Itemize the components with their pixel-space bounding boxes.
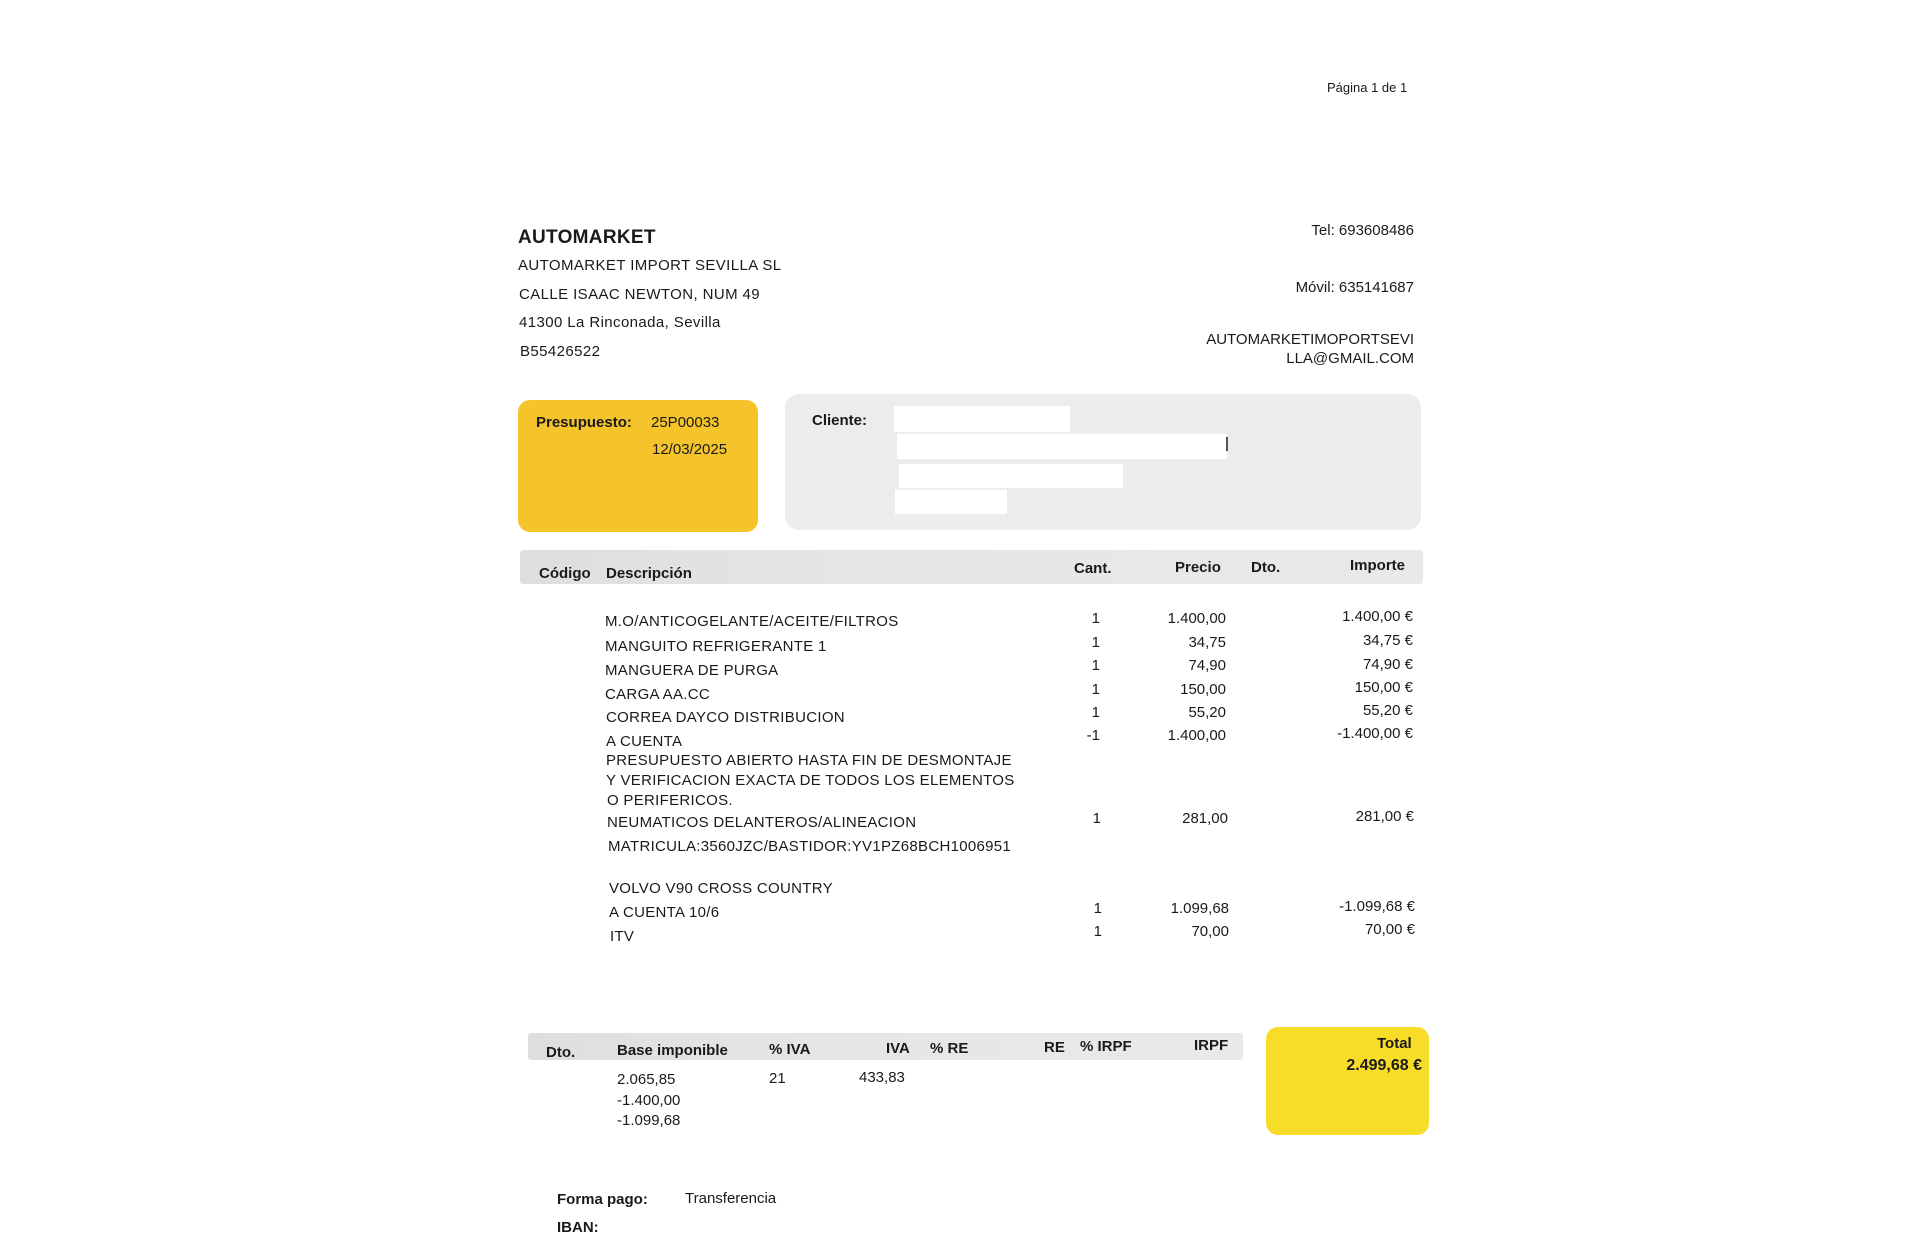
item-description: VOLVO V90 CROSS COUNTRY [609,880,833,897]
mobile-label: Móvil: [1295,279,1335,296]
col-header-code: Código [539,565,591,582]
base-amount: -1.400,00 [617,1092,681,1109]
client-box [785,394,1421,530]
item-amount: 55,20 € [1362,702,1413,719]
item-price: 1.400,00 [1167,610,1226,627]
quote-number: 25P00033 [651,414,720,431]
totals-header-vat-pct: % IVA [769,1041,811,1058]
company-email-line-2: LLA@GMAIL.COM [1286,350,1414,367]
item-description: ITV [610,928,635,945]
redaction-bar [897,434,1227,459]
item-price: 74,90 [1188,657,1226,674]
phone-label: Tel: [1311,222,1335,239]
item-description: NEUMATICOS DELANTEROS/ALINEACION [607,814,917,831]
text-cursor-mark [1226,437,1228,451]
company-name: AUTOMARKET [518,227,656,248]
base-amount: 2.065,85 [617,1071,676,1088]
item-amount: -1.099,68 € [1339,898,1415,915]
col-header-amount: Importe [1350,557,1406,574]
item-description: A CUENTA 10/6 [609,904,720,921]
item-description: MANGUERA DE PURGA [605,662,779,679]
item-description: CORREA DAYCO DISTRIBUCION [606,709,845,726]
client-label: Cliente: [812,412,868,429]
redaction-bar [899,464,1123,488]
item-price: 150,00 [1180,681,1226,698]
totals-header-vat: IVA [886,1040,910,1057]
payment-method-label: Forma pago: [557,1191,648,1208]
item-amount: -1.400,00 € [1337,725,1413,742]
item-qty: 1 [1091,634,1100,651]
item-amount: 150,00 € [1354,679,1413,696]
item-price: 55,20 [1188,704,1226,721]
col-header-qty: Cant. [1074,560,1112,577]
col-header-price: Precio [1175,559,1221,576]
item-qty: 1 [1091,704,1100,721]
totals-header-re-pct: % RE [930,1040,969,1057]
totals-header-irpf: IRPF [1194,1037,1229,1054]
totals-header-base: Base imponible [617,1042,728,1059]
item-note-line: O PERIFERICOS. [607,792,733,809]
mobile-value: 635141687 [1338,279,1414,296]
item-description: MANGUITO REFRIGERANTE 1 [605,638,827,655]
item-qty: 1 [1093,900,1102,917]
company-tax-id: B55426522 [520,343,601,360]
quote-date: 12/03/2025 [652,441,728,458]
item-qty: 1 [1092,810,1101,827]
item-price: 70,00 [1191,923,1229,940]
page-number: Página 1 de 1 [1327,80,1408,95]
item-description: CARGA AA.CC [605,686,710,703]
base-amount: -1.099,68 [617,1112,681,1129]
col-header-discount: Dto. [1251,559,1281,576]
totals-header-irpf-pct: % IRPF [1080,1038,1132,1055]
item-price: 1.400,00 [1167,727,1226,744]
col-header-description: Descripción [606,565,692,582]
company-street: CALLE ISAAC NEWTON, NUM 49 [519,286,761,303]
total-label: Total [1377,1035,1412,1052]
item-description: A CUENTA [606,733,683,750]
redaction-bar [895,490,1007,514]
redaction-bar [894,406,1070,432]
item-amount: 70,00 € [1364,921,1415,938]
company-city: 41300 La Rinconada, Sevilla [519,314,721,331]
item-qty: 1 [1091,610,1100,627]
item-amount: 34,75 € [1362,632,1413,649]
item-note-line: PRESUPUESTO ABIERTO HASTA FIN DE DESMONTAJE [606,752,1012,769]
item-qty: 1 [1093,923,1102,940]
company-phone [1250,222,1414,239]
item-qty: 1 [1091,657,1100,674]
totals-header-discount: Dto. [546,1044,576,1061]
item-note-line: Y VERIFICACION EXACTA DE TODOS LOS ELEMENTOS [606,772,1015,789]
totals-header-re: RE [1044,1039,1065,1056]
item-price: 1.099,68 [1170,900,1229,917]
item-description: M.O/ANTICOGELANTE/ACEITE/FILTROS [605,613,899,630]
payment-method-value: Transferencia [685,1190,777,1207]
item-qty: 1 [1091,681,1100,698]
item-description: MATRICULA:3560JZC/BASTIDOR:YV1PZ68BCH1006951 [608,838,1012,855]
vat-amount: 433,83 [859,1069,905,1086]
vat-percent: 21 [769,1070,786,1087]
item-price: 281,00 [1182,810,1228,827]
company-email-line-1: AUTOMARKETIMOPORTSEVI [1206,331,1414,348]
item-price: 34,75 [1188,634,1226,651]
item-amount: 74,90 € [1362,656,1413,673]
quote-label: Presupuesto: [536,414,632,431]
phone-value: 693608486 [1338,222,1414,239]
iban-label: IBAN: [557,1219,599,1236]
item-amount: 1.400,00 € [1342,608,1413,625]
item-qty: -1 [1086,727,1100,744]
item-amount: 281,00 € [1355,808,1414,825]
company-legal-name: AUTOMARKET IMPORT SEVILLA SL [518,257,782,274]
total-amount: 2.499,68 € [1346,1057,1422,1074]
company-mobile [1250,279,1414,296]
